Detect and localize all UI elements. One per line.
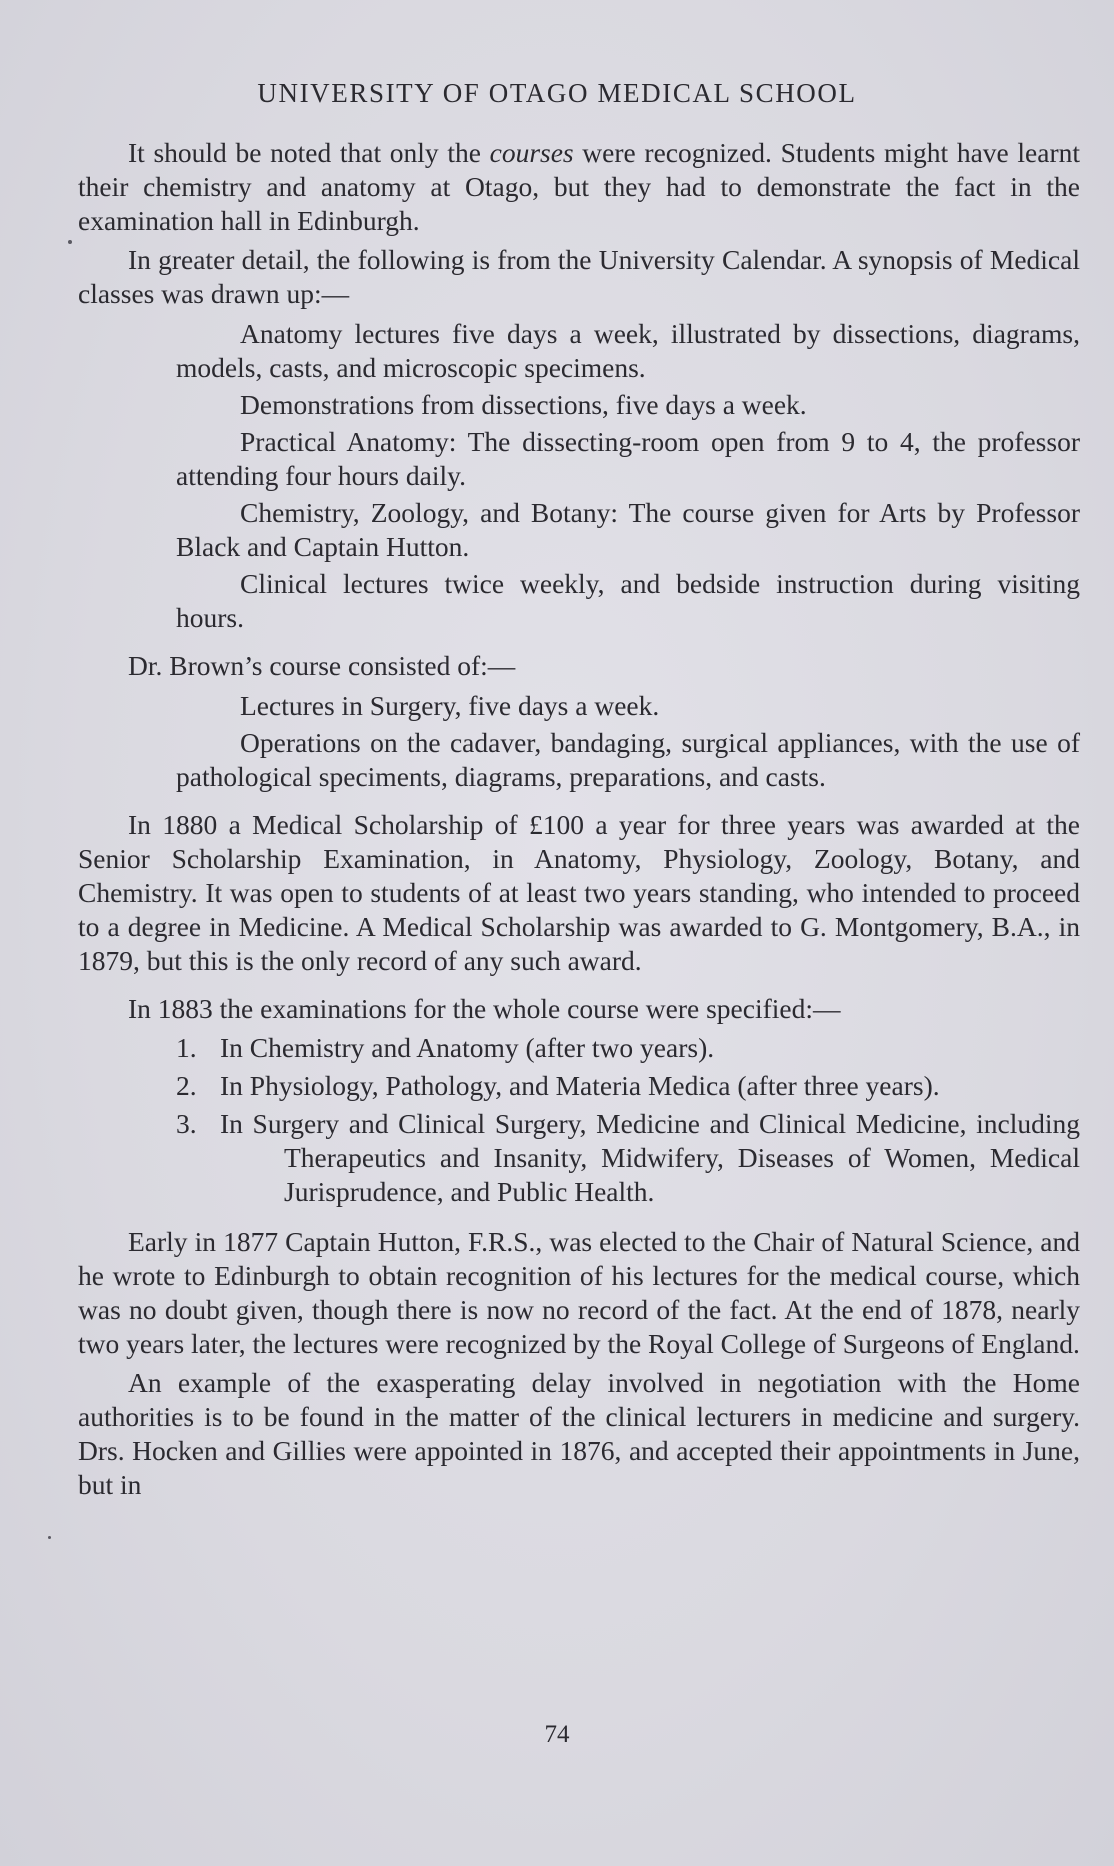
- running-header: UNIVERSITY OF OTAGO MEDICAL SCHOOL: [257, 78, 857, 108]
- synopsis-item-practical-anatomy: Practical Anatomy: The dissecting-room open from 9 to 4, the professor attending four hours daily.: [176, 426, 1080, 491]
- paragraph-brown-course: Dr. Brown’s course consisted of:—: [128, 650, 516, 681]
- paragraph-delay: An example of the exasperating delay involved in negotiation with the Home authorities is to be found in the matter of the clinical lecturers in medicine and surgery. Drs. Hocken and Gillies were appointed in 1876, and accepted their appointments in June, but in: [78, 1367, 1080, 1500]
- exam-item-number: 2.: [176, 1070, 197, 1101]
- body-text: [78, 136, 1080, 1507]
- paragraph-examinations: In 1883 the examinations for the whole course were specified:—: [128, 993, 841, 1024]
- paragraph-courses-recognized: [78, 136, 1080, 238]
- exam-item-text: In Surgery and Clinical Surgery, Medicine and Clinical Medicine, including Therapeutics and Insanity, Midwifery, Diseases of Women, Medical Jurisprudence, and Public Health.: [220, 1108, 1080, 1207]
- brown-course-list: [78, 689, 1080, 794]
- ink-speck: [68, 240, 72, 244]
- synopsis-list: [78, 317, 1080, 635]
- paragraph-hutton: Early in 1877 Captain Hutton, F.R.S., was elected to the Chair of Natural Science, and he wrote to Edinburgh to obtain recognition of his lectures for the medical course, which was no doubt given, though there is now no record of the fact. At the end of 1878, nearly two years later, the lectures were recognized by the Royal College of Surgeons of England.: [78, 1226, 1080, 1359]
- exam-item: [176, 1069, 1080, 1103]
- synopsis-item-anatomy: Anatomy lectures five days a week, illustrated by dissections, diagrams, models, casts, and microscopic specimens.: [176, 318, 1080, 383]
- synopsis-item-demonstrations: Demonstrations from dissections, five days a week.: [240, 389, 807, 420]
- paragraph-scholarship: In 1880 a Medical Scholarship of £100 a year for three years was awarded at the Senior Scholarship Examination, in Anatomy, Physiology, Zoology, Botany, and Chemistry. It was open to students of at least two years standing, who intended to proceed to a degree in Medicine. A Medical Scholarship was awarded to G. Montgomery, B.A., in 1879, but this is the only record of any such award.: [78, 809, 1080, 976]
- emphasis-courses: courses: [489, 137, 574, 168]
- examinations-list: [78, 1031, 1080, 1209]
- exam-item: [176, 1107, 1080, 1209]
- synopsis-item-chemistry: Chemistry, Zoology, and Botany: The course given for Arts by Professor Black and Captain Hutton.: [176, 497, 1080, 562]
- brown-course-item-operations: Operations on the cadaver, bandaging, surgical appliances, with the use of pathological speciments, diagrams, preparations, and casts.: [176, 727, 1080, 792]
- paragraph-calendar-synopsis: In greater detail, the following is from the University Calendar. A synopsis of Medical classes was drawn up:—: [78, 244, 1080, 309]
- exam-item-number: 1.: [176, 1032, 197, 1063]
- page-number: 74: [544, 1721, 570, 1748]
- brown-course-item-lectures: Lectures in Surgery, five days a week.: [240, 690, 660, 721]
- exam-item-number: 3.: [176, 1108, 197, 1139]
- paragraph-text: It should be noted that only the: [128, 137, 490, 168]
- exam-item: [176, 1031, 1080, 1065]
- exam-item-text: In Chemistry and Anatomy (after two years).: [220, 1032, 715, 1063]
- synopsis-item-clinical: Clinical lectures twice weekly, and bedside instruction during visiting hours.: [176, 568, 1080, 633]
- paragraph-text: were recognized. Students might have learnt their chemistry and anatomy at Otago, but they had to demonstrate the fact in the examination hall in Edinburgh.: [78, 137, 1080, 236]
- ink-speck: [48, 1536, 51, 1539]
- exam-item-text: In Physiology, Pathology, and Materia Medica (after three years).: [220, 1070, 940, 1101]
